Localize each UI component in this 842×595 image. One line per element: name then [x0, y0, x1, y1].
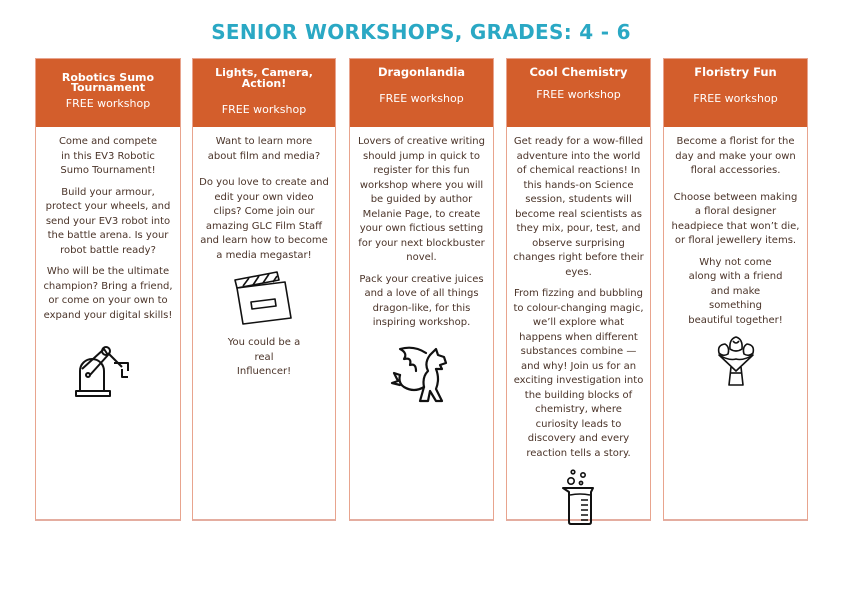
page-title: SENIOR WORKSHOPS, GRADES: 4 - 6 — [211, 20, 631, 44]
workshop-title-line2: Tournament — [70, 81, 146, 94]
workshop-description — [36, 127, 180, 399]
workshop-card-chemistry — [506, 58, 651, 521]
workshop-header — [36, 59, 180, 127]
workshop-header — [350, 59, 493, 127]
description-paragraph: Get ready for a wow-filled adventure into the world of chemical reactions! In this hands-on Science session, students will become real scientists as they mix, pour, test, and observe surprising changes right before their eyes. — [513, 136, 644, 278]
description-paragraph: Do you love to create and edit your own video clips? Come join our amazing GLC Film Staff and learn how to become a media megastar! — [199, 177, 329, 261]
workshop-card-floristry — [663, 58, 808, 521]
workshop-free-label: FREE workshop — [379, 92, 464, 105]
workshop-title — [36, 73, 180, 93]
clapperboard-icon — [229, 270, 299, 326]
dragon-icon — [386, 343, 458, 409]
workshop-free-label: FREE workshop — [65, 97, 151, 110]
workshop-title-line1: Robotics Sumo — [61, 71, 155, 84]
workshop-description — [193, 127, 335, 380]
description-paragraph: Pack your creative juices and a love of all things dragon-like, for this inspiring workshop. — [359, 273, 484, 328]
description-paragraph: From fizzing and bubbling to colour-changing magic, we’ll explore what happens when different substances combine — and why! Join us for an exciting investigation into the building blocks of chemistry, where curiosity leads to discovery and every reaction tells a story. — [513, 288, 644, 459]
workshop-title: Lights, Camera, Action! — [215, 66, 313, 90]
description-paragraph: Become a florist for the day and make your own floral accessories. — [675, 136, 796, 176]
workshop-title: Cool Chemistry — [529, 65, 628, 79]
workshop-free-label: FREE workshop — [221, 103, 307, 116]
description-paragraph: Why not come along with a friend and make something beautiful together! — [688, 256, 783, 326]
workshop-header — [193, 59, 335, 127]
workshop-card-dragonlandia — [349, 58, 494, 521]
flower-bouquet-icon — [713, 335, 759, 387]
workshop-description — [664, 127, 807, 387]
beaker-icon — [559, 468, 599, 526]
robot-arm-icon — [68, 341, 148, 399]
description-paragraph: Lovers of creative writing should jump in quick to register for this fun workshop where you will be guided by author Melanie Page, to create your own fictious setting for your next blockbuster novel. — [358, 136, 485, 263]
workshop-free-label: FREE workshop — [693, 92, 778, 105]
workshop-card-film — [192, 58, 336, 521]
workshop-title: Floristry Fun — [694, 65, 777, 79]
description-paragraph: Build your armour, protect your wheels, and send your EV3 robot into the battle arena. Is your robot battle ready? — [45, 186, 171, 256]
workshop-card-robotics — [35, 58, 181, 521]
workshop-title: Dragonlandia — [377, 65, 466, 79]
workshop-description — [350, 127, 493, 409]
workshop-header — [507, 59, 650, 127]
description-paragraph: Want to learn more about film and media? — [207, 136, 321, 162]
description-paragraph: Choose between making a floral designer headpiece that won’t die, or floral jewellery items. — [671, 191, 800, 246]
description-paragraph: You could be a real Influencer! — [227, 337, 301, 377]
workshop-header — [664, 59, 807, 127]
description-paragraph: Come and compete in this EV3 Robotic Sumo Tournament! — [58, 136, 158, 176]
description-paragraph: Who will be the ultimate champion? Bring a friend, or come on your own to expand your digital skills! — [43, 266, 173, 321]
workshop-free-label: FREE workshop — [536, 88, 621, 101]
workshop-description — [507, 127, 650, 526]
